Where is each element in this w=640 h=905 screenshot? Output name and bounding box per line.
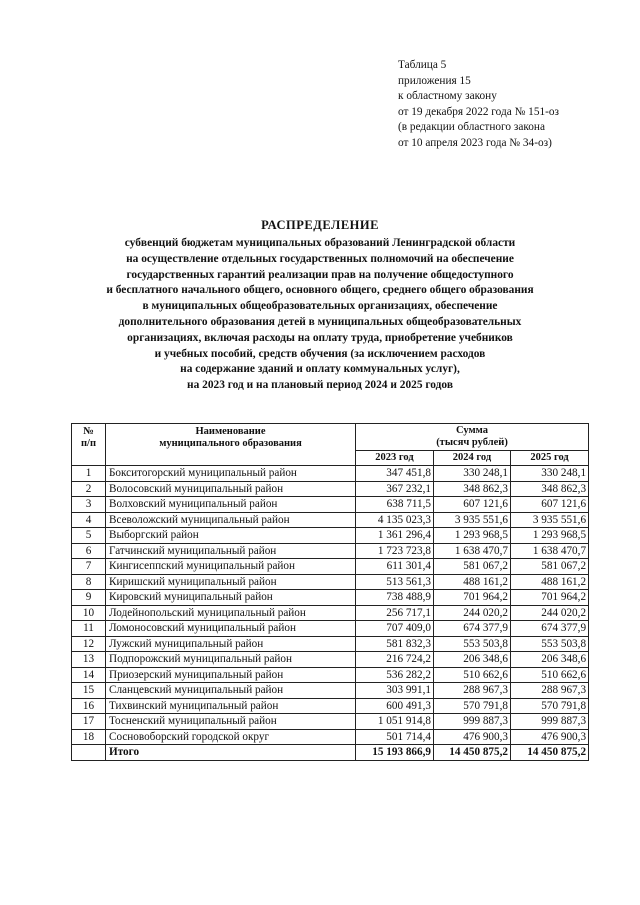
subtitle-line: дополнительного образования детей в муниципальных общеобразовательных bbox=[118, 315, 522, 328]
row-value-2023: 216 724,2 bbox=[356, 652, 434, 668]
table-total-row bbox=[72, 745, 589, 761]
row-number: 7 bbox=[72, 559, 106, 575]
row-value-2024: 701 964,2 bbox=[434, 590, 511, 606]
row-value-2024: 476 900,3 bbox=[434, 729, 511, 745]
row-value-2023: 536 282,2 bbox=[356, 667, 434, 683]
row-value-2023: 513 561,3 bbox=[356, 574, 434, 590]
total-label: Итого bbox=[106, 745, 356, 761]
header-year-2023: 2023 год bbox=[356, 451, 434, 466]
row-value-2024: 999 887,3 bbox=[434, 714, 511, 730]
header-sum-line2: (тысяч рублей) bbox=[436, 437, 508, 448]
row-value-2023: 707 409,0 bbox=[356, 621, 434, 637]
header-name-line1: Наименование bbox=[195, 426, 266, 437]
row-number: 2 bbox=[72, 481, 106, 497]
row-value-2023: 4 135 023,3 bbox=[356, 512, 434, 528]
header-year-2024: 2024 год bbox=[434, 451, 511, 466]
row-value-2024: 1 293 968,5 bbox=[434, 528, 511, 544]
row-value-2025: 581 067,2 bbox=[511, 559, 589, 575]
row-value-2025: 288 967,3 bbox=[511, 683, 589, 699]
row-number: 17 bbox=[72, 714, 106, 730]
row-name: Бокситогорский муниципальный район bbox=[106, 466, 356, 482]
row-value-2024: 570 791,8 bbox=[434, 698, 511, 714]
appendix-note-line: (в редакции областного закона bbox=[398, 121, 545, 133]
appendix-note-line: приложения 15 bbox=[398, 74, 471, 87]
row-value-2025: 476 900,3 bbox=[511, 729, 589, 745]
subtitle-line: и бесплатного начального общего, основного общего, среднего общего образования bbox=[106, 284, 534, 297]
subtitle-line: на 2023 год и на плановый период 2024 и 2025 годов bbox=[187, 379, 453, 392]
header-name-line2: муниципального образования bbox=[159, 438, 302, 449]
header-number-line1: № bbox=[83, 426, 94, 437]
row-name: Лужский муниципальный район bbox=[106, 636, 356, 652]
table-row bbox=[72, 621, 589, 637]
document-title: РАСПРЕДЕЛЕНИЕ bbox=[261, 218, 379, 232]
row-value-2025: 244 020,2 bbox=[511, 605, 589, 621]
row-value-2025: 348 862,3 bbox=[511, 481, 589, 497]
table-row bbox=[72, 512, 589, 528]
subtitle-line: и учебных пособий, средств обучения (за исключением расходов bbox=[154, 347, 486, 360]
table-body bbox=[72, 466, 589, 761]
row-value-2025: 607 121,6 bbox=[511, 497, 589, 513]
row-value-2024: 674 377,9 bbox=[434, 621, 511, 637]
row-value-2025: 3 935 551,6 bbox=[511, 512, 589, 528]
row-value-2023: 611 301,4 bbox=[356, 559, 434, 575]
row-number: 14 bbox=[72, 667, 106, 683]
distribution-table-wrapper bbox=[71, 423, 588, 761]
row-number: 9 bbox=[72, 590, 106, 606]
row-value-2023: 303 991,1 bbox=[356, 683, 434, 699]
row-value-2025: 570 791,8 bbox=[511, 698, 589, 714]
table-row bbox=[72, 481, 589, 497]
row-name: Ломоносовский муниципальный район bbox=[106, 621, 356, 637]
row-number: 4 bbox=[72, 512, 106, 528]
total-value-2024: 14 450 875,2 bbox=[434, 745, 511, 761]
row-number: 13 bbox=[72, 652, 106, 668]
row-number: 3 bbox=[72, 497, 106, 513]
row-number: 16 bbox=[72, 698, 106, 714]
table-row bbox=[72, 559, 589, 575]
row-value-2024: 3 935 551,6 bbox=[434, 512, 511, 528]
row-name: Всеволожский муниципальный район bbox=[106, 512, 356, 528]
subtitle-line: организациях, включая расходы на оплату труда, приобретение учебников bbox=[127, 331, 513, 344]
table-row bbox=[72, 543, 589, 559]
table-row bbox=[72, 528, 589, 544]
row-value-2023: 501 714,4 bbox=[356, 729, 434, 745]
table-row bbox=[72, 466, 589, 482]
table-row bbox=[72, 590, 589, 606]
row-name: Киришский муниципальный район bbox=[106, 574, 356, 590]
row-name: Сланцевский муниципальный район bbox=[106, 683, 356, 699]
header-number-line2: п/п bbox=[80, 438, 97, 449]
row-number: 1 bbox=[72, 466, 106, 482]
row-number: 18 bbox=[72, 729, 106, 745]
appendix-note-line: от 10 апреля 2023 года № 34-оз) bbox=[398, 136, 552, 149]
table-row bbox=[72, 574, 589, 590]
row-value-2023: 1 051 914,8 bbox=[356, 714, 434, 730]
subtitle-line: государственных гарантий реализации прав на получение общедоступного bbox=[126, 268, 514, 281]
row-name: Тосненский муниципальный район bbox=[106, 714, 356, 730]
appendix-note bbox=[398, 58, 628, 151]
row-value-2023: 600 491,3 bbox=[356, 698, 434, 714]
row-value-2025: 488 161,2 bbox=[511, 574, 589, 590]
row-value-2025: 510 662,6 bbox=[511, 667, 589, 683]
subtitle-line: субвенций бюджетам муниципальных образований Ленинградской области bbox=[124, 237, 516, 249]
appendix-note-line: от 19 декабря 2022 года № 151-оз bbox=[398, 105, 559, 118]
document-subtitle bbox=[0, 236, 640, 394]
table-row bbox=[72, 667, 589, 683]
row-number: 11 bbox=[72, 621, 106, 637]
row-value-2024: 206 348,6 bbox=[434, 652, 511, 668]
row-value-2024: 330 248,1 bbox=[434, 466, 511, 482]
row-value-2023: 738 488,9 bbox=[356, 590, 434, 606]
row-name: Гатчинский муниципальный район bbox=[106, 543, 356, 559]
row-number: 8 bbox=[72, 574, 106, 590]
total-number-cell bbox=[72, 745, 106, 761]
row-name: Подпорожский муниципальный район bbox=[106, 652, 356, 668]
row-name: Сосновоборский городской округ bbox=[106, 729, 356, 745]
row-value-2023: 347 451,8 bbox=[356, 466, 434, 482]
row-number: 12 bbox=[72, 636, 106, 652]
table-row bbox=[72, 652, 589, 668]
header-sum-line1: Сумма bbox=[456, 425, 488, 436]
table-row bbox=[72, 729, 589, 745]
appendix-note-line: Таблица 5 bbox=[398, 59, 447, 71]
row-number: 6 bbox=[72, 543, 106, 559]
total-value-2023: 15 193 866,9 bbox=[356, 745, 434, 761]
row-value-2025: 999 887,3 bbox=[511, 714, 589, 730]
subtitle-line: на осуществление отдельных государственных полномочий на обеспечение bbox=[126, 252, 514, 265]
table-row bbox=[72, 698, 589, 714]
table-row bbox=[72, 683, 589, 699]
row-value-2025: 674 377,9 bbox=[511, 621, 589, 637]
row-value-2025: 1 293 968,5 bbox=[511, 528, 589, 544]
appendix-note-line: к областному закону bbox=[398, 90, 497, 102]
header-sum bbox=[356, 424, 589, 451]
table-row bbox=[72, 605, 589, 621]
row-value-2024: 348 862,3 bbox=[434, 481, 511, 497]
row-value-2025: 553 503,8 bbox=[511, 636, 589, 652]
row-value-2024: 1 638 470,7 bbox=[434, 543, 511, 559]
row-name: Тихвинский муниципальный район bbox=[106, 698, 356, 714]
row-value-2023: 581 832,3 bbox=[356, 636, 434, 652]
row-number: 15 bbox=[72, 683, 106, 699]
table-row bbox=[72, 497, 589, 513]
row-name: Лодейнопольский муниципальный район bbox=[106, 605, 356, 621]
row-value-2024: 488 161,2 bbox=[434, 574, 511, 590]
total-value-2025: 14 450 875,2 bbox=[511, 745, 589, 761]
header-name bbox=[106, 424, 356, 466]
row-value-2024: 244 020,2 bbox=[434, 605, 511, 621]
row-value-2023: 1 723 723,8 bbox=[356, 543, 434, 559]
row-value-2024: 553 503,8 bbox=[434, 636, 511, 652]
row-value-2023: 1 361 296,4 bbox=[356, 528, 434, 544]
row-name: Волосовский муниципальный район bbox=[106, 481, 356, 497]
row-value-2025: 330 248,1 bbox=[511, 466, 589, 482]
row-number: 5 bbox=[72, 528, 106, 544]
row-value-2023: 638 711,5 bbox=[356, 497, 434, 513]
row-name: Выборгский район bbox=[106, 528, 356, 544]
header-number bbox=[72, 424, 106, 466]
distribution-table bbox=[71, 423, 589, 761]
row-value-2023: 256 717,1 bbox=[356, 605, 434, 621]
row-value-2024: 581 067,2 bbox=[434, 559, 511, 575]
header-year-2025: 2025 год bbox=[511, 451, 589, 466]
row-name: Приозерский муниципальный район bbox=[106, 667, 356, 683]
row-name: Волховский муниципальный район bbox=[106, 497, 356, 513]
table-row bbox=[72, 714, 589, 730]
row-name: Кировский муниципальный район bbox=[106, 590, 356, 606]
row-value-2025: 1 638 470,7 bbox=[511, 543, 589, 559]
row-value-2024: 510 662,6 bbox=[434, 667, 511, 683]
row-name: Кингисеппский муниципальный район bbox=[106, 559, 356, 575]
row-value-2024: 288 967,3 bbox=[434, 683, 511, 699]
row-number: 10 bbox=[72, 605, 106, 621]
row-value-2024: 607 121,6 bbox=[434, 497, 511, 513]
table-row bbox=[72, 636, 589, 652]
subtitle-line: в муниципальных общеобразовательных организациях, обеспечение bbox=[142, 300, 498, 313]
table-header-row bbox=[72, 424, 589, 451]
row-value-2025: 206 348,6 bbox=[511, 652, 589, 668]
row-value-2025: 701 964,2 bbox=[511, 590, 589, 606]
row-value-2023: 367 232,1 bbox=[356, 481, 434, 497]
subtitle-line: на содержание зданий и оплату коммунальных услуг), bbox=[180, 363, 460, 376]
